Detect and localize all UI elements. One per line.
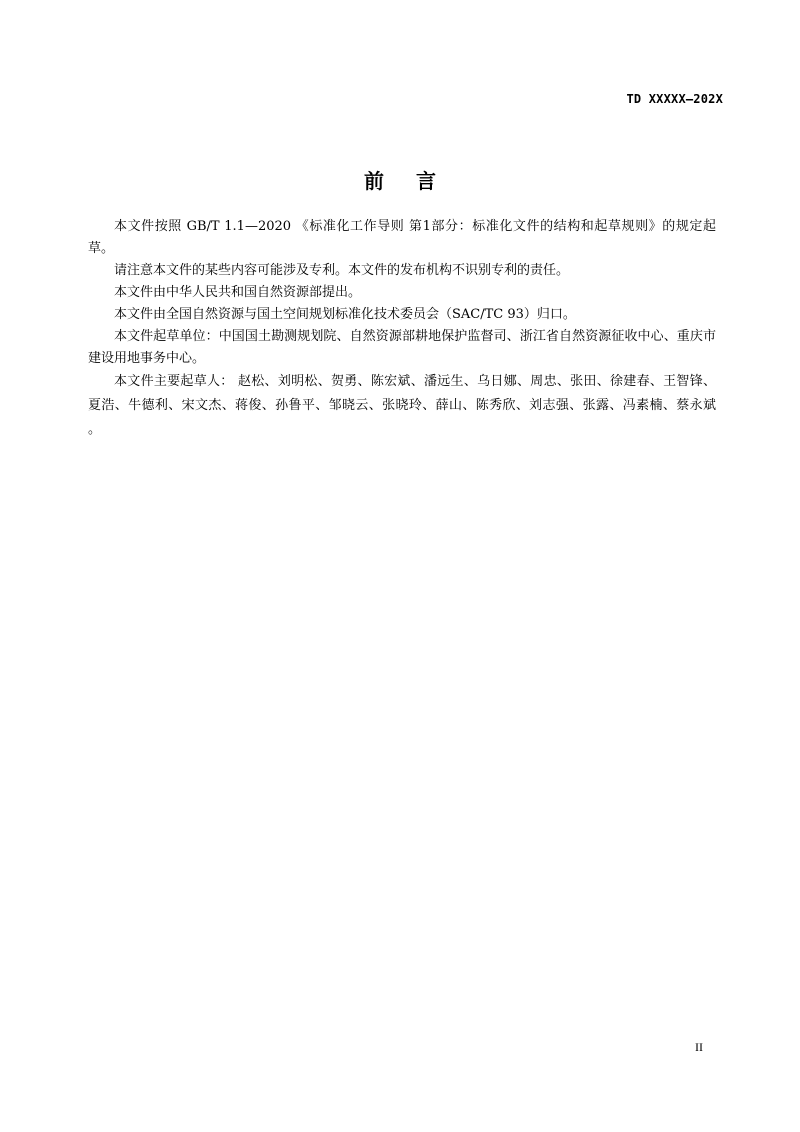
paragraph-patent-notice: 请注意本文件的某些内容可能涉及专利。本文件的发布机构不识别专利的责任。 [114,263,570,278]
paragraph-drafters: 本文件主要起草人： 赵松、刘明松、贺勇、陈宏斌、潘远生、乌日娜、周忠、张田、徐建春、王智锋、夏浩、牛德利、宋文杰、蒋俊、孙鲁平、邹晓云、张晓玲、薛山、陈秀欣、刘志强、张露、冯素楠、蔡永斌 。 [88,374,716,437]
paragraph-committee: 本文件由全国自然资源与国土空间规划标准化技术委员会（SAC/TC 93）归口。 [114,307,576,322]
page-title: 前言 [364,169,468,193]
paragraph-proposer: 本文件由中华人民共和国自然资源部提出。 [114,285,362,300]
paragraph-drafting-units: 本文件起草单位：中国国土勘测规划院、自然资源部耕地保护监督司、浙江省自然资源征收中心、重庆市建设用地事务中心。 [88,329,716,366]
paragraph-drafting-basis: 本文件按照 GB/T 1.1—2020 《标准化工作导则 第1部分：标准化文件的结构和起草规则》的规定起草。 [88,219,716,256]
document-code: TD XXXXX—202X [626,92,723,106]
foreword-body [88,216,716,442]
page-number: II [695,1040,703,1054]
